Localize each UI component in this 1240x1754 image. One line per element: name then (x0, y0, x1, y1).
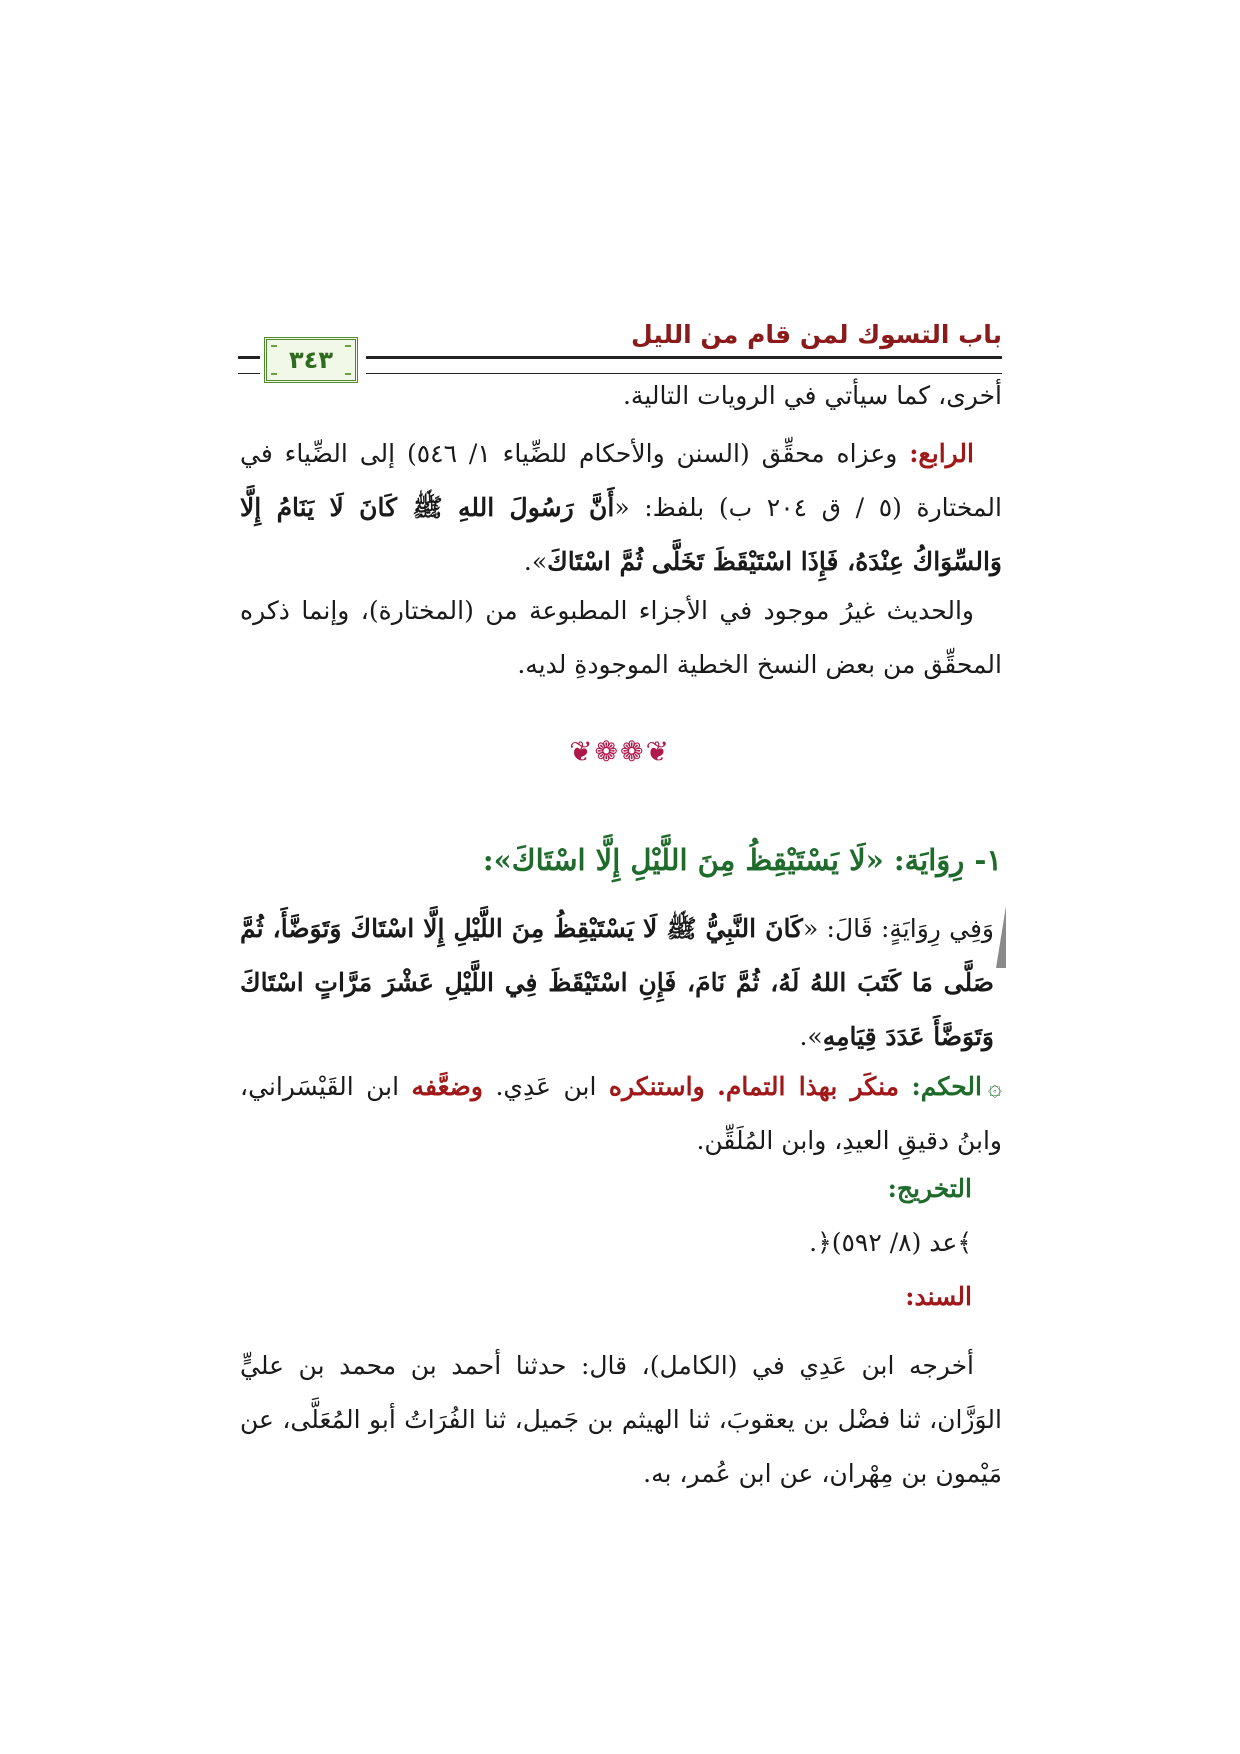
sanad-heading (240, 1270, 972, 1324)
fourth-text-b: ». (523, 547, 548, 576)
takhrij-heading-text: التخريج: (887, 1174, 972, 1203)
section-title: «لَا يَسْتَيْقِظُ مِنَ اللَّيْلِ إِلَّا اسْتَاكَ»: (482, 843, 884, 877)
fourth-text-a: وعزاه محقِّق (السنن والأحكام للضِّياء ١/ ٥٤٦) إلى الضِّياء في المختارة (٥ / ق ٢٠٤ ب) بلفظ: « (240, 439, 1002, 522)
hukm-daaf-text: ابن القَيْسَراني، وابنُ دقيقِ العيدِ، وابن المُلَقِّن. (240, 1072, 1002, 1155)
divider-ornament: ❦❁❁❦ (569, 735, 671, 768)
section-number: ١- (974, 843, 1002, 877)
hukm-daaf-label: وضعَّفه (411, 1072, 483, 1101)
intro-text: أخرى، كما سيأتي في الرويات التالية. (622, 381, 1002, 410)
hukm-istankar-label: واستنكره (608, 1072, 705, 1101)
hukm-verdict: منكَر بهذا التمام. (717, 1072, 900, 1101)
riwaya-text: كَانَ النَّبِيُّ ﷺ لَا يَسْتَيْقِظُ مِنَ اللَّيْلِ إِلَّا اسْتَاكَ وَتَوَضَّأَ، ثُمَّ صَلَّى مَا كَتَبَ اللهُ لَهُ، ثُمَّ نَامَ، فَإِنِ اسْتَيْقَظَ فِي اللَّيْلِ عَشْرَ مَرَّاتٍ اسْتَاكَ وَتَوَضَّأَ عَدَدَ قِيَامِهِ (240, 914, 994, 1051)
hukm-istankar-text: ابن عَدِي. (482, 1072, 609, 1101)
section-label: رِوَايَة: (893, 843, 965, 877)
quote-corner-mark (996, 906, 1006, 968)
hukm-paragraph (240, 1060, 1002, 1168)
takhrij-reference (240, 1216, 972, 1270)
fourth-quote: أَنَّ رَسُولَ اللهِ ﷺ كَانَ لَا يَنَامُ إِلَّا وَالسِّوَاكُ عِنْدَهُ، فَإِذَا اسْتَيْقَظَ تَخَلَّى ثُمَّ اسْتَاكَ (240, 493, 1002, 576)
note-paragraph (240, 584, 1002, 692)
takhrij-heading (240, 1162, 972, 1216)
riwaya-close: ». (799, 1022, 823, 1051)
note-text: والحديث غيرُ موجود في الأجزاء المطبوعة من (المختارة)، وإنما ذكره المحقِّق من بعض النسخ الخطية الموجودةِ لديه. (240, 596, 1002, 679)
page-number-badge: ٣٤٣ (264, 337, 358, 383)
intro-paragraph (240, 369, 1002, 423)
sanad-text: أخرجه ابن عَدِي في (الكامل)، قال: حدثنا أحمد بن محمد بن عليٍّ الوَزَّان، ثنا فضْل بن يعقوبَ، ثنا الهيثم بن جَميل، ثنا الفُرَاتُ أبو المُعَلَّى، عن مَيْمون بن مِهْران، عن ابن عُمر، به. (240, 1351, 1002, 1488)
fourth-paragraph (240, 427, 1002, 589)
section-heading (483, 843, 1002, 877)
hukm-label: الحكم: (911, 1072, 982, 1101)
takhrij-ref-text: ﴾عد (٨/ ٥٩٢)﴿. (809, 1228, 972, 1257)
riwaya-paragraph (240, 902, 994, 1064)
riwaya-intro: وَفِي رِوَايَةٍ: قَالَ: « (802, 914, 994, 943)
sanad-heading-text: السند: (905, 1282, 972, 1311)
sanad-paragraph (240, 1339, 1002, 1501)
fourth-label: الرابع: (909, 439, 974, 468)
chapter-title: باب التسوك لمن قام من الليل (631, 320, 1002, 349)
hukm-icon: ۞ (987, 1073, 1002, 1101)
